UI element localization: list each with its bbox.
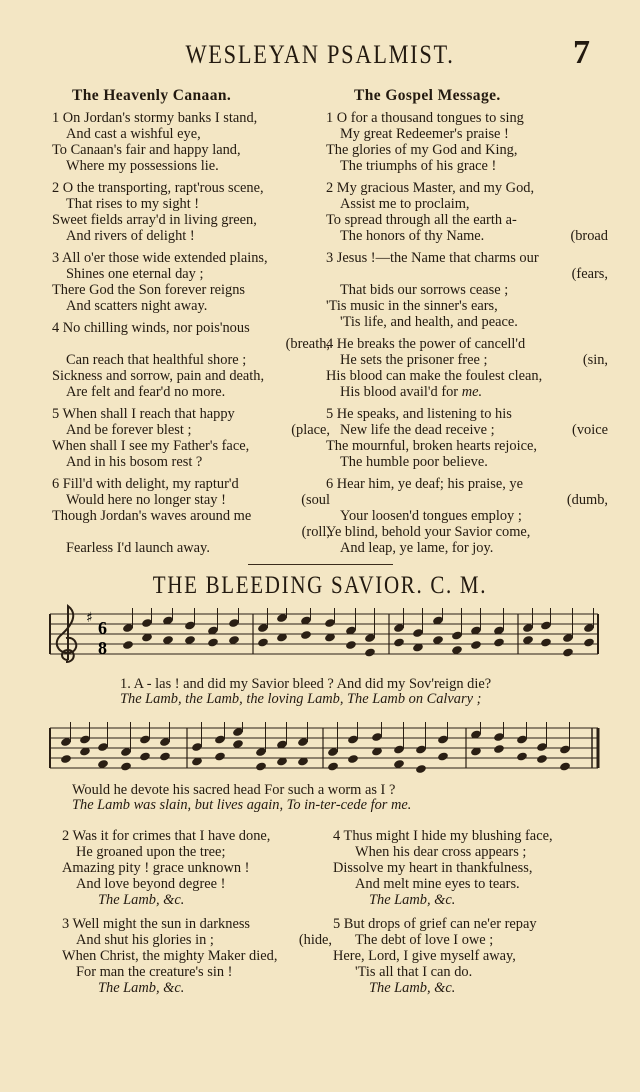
line-text: And in his bosom rest ?: [66, 454, 203, 470]
verse-line: [333, 932, 609, 948]
refrain-cue: [62, 892, 332, 908]
line-text: The debt of love I owe ;: [355, 932, 494, 948]
line-text: 2 O the transporting, rapt'rous scene,: [52, 180, 264, 196]
stanza-list: [52, 110, 330, 556]
line-text: 4 He breaks the power of cancell'd: [326, 336, 526, 352]
line-text: 2 Was it for crimes that I have done,: [62, 828, 271, 844]
line-text: Ye blind, behold your Savior come,: [326, 524, 531, 540]
hymn-title: The Heavenly Canaan.: [72, 87, 232, 104]
note-head: [415, 764, 427, 774]
stanza: [326, 250, 608, 330]
verse-line: [333, 860, 609, 876]
verse-line: [333, 916, 609, 932]
verse-line: [326, 314, 608, 330]
verse-line: [52, 142, 330, 158]
hymn-bleeding-savior-stanzas-right: [333, 828, 609, 1004]
line-text: Fearless I'd launch away.: [66, 540, 210, 556]
line-text: 6 Fill'd with delight, my raptur'd: [52, 476, 239, 492]
verse-line: [326, 336, 608, 352]
note-head: [300, 630, 312, 640]
verse-line: [326, 266, 608, 282]
line-text: When his dear cross appears ;: [355, 844, 527, 860]
stanza: [52, 110, 330, 174]
verse-line: [52, 384, 330, 400]
note-head: [493, 637, 505, 647]
verse-line: [52, 476, 330, 492]
note-head: [327, 761, 339, 771]
note-head: [493, 744, 505, 754]
note-head: [255, 761, 267, 771]
stanza: [52, 476, 330, 556]
running-title: WESLEYAN PSALMIST.: [185, 40, 455, 69]
verse-line: [326, 282, 608, 298]
stanza-list: [62, 828, 332, 996]
note-head: [562, 647, 574, 657]
verse-line: [52, 422, 330, 438]
verse-line: [62, 860, 332, 876]
note-head: [120, 761, 132, 771]
line-text: And leap, ye lame, for joy.: [340, 540, 494, 556]
verse-line: [52, 180, 330, 196]
stanza: [326, 336, 608, 400]
line-text: 2 My gracious Master, and my God,: [326, 180, 535, 196]
turnover-text: (sin,: [582, 352, 608, 368]
note-head: [470, 640, 482, 650]
hymn-title: The Gospel Message.: [354, 87, 501, 104]
time-signature-bottom: 8: [98, 638, 107, 658]
page-number: 7: [573, 34, 590, 71]
verse-line: [52, 492, 330, 508]
verse-line: [52, 298, 330, 314]
line-text: 5 When shall I reach that happy: [52, 406, 235, 422]
lyrics-verse-line-1: 1. A - las ! and did my Savior bleed ? And did my Sov'reign die?: [120, 676, 492, 692]
verse-line: [333, 844, 609, 860]
line-text: To Canaan's fair and happy land,: [52, 142, 241, 158]
verse-line: [326, 540, 608, 556]
line-text: His blood avail'd for: [340, 384, 462, 400]
verse-line: [333, 876, 609, 892]
turnover-text: (place,: [291, 422, 330, 438]
note-head: [60, 754, 72, 764]
hymn-gospel-message: [326, 88, 608, 562]
line-text: 'Tis all that I can do.: [355, 964, 473, 980]
line-text: The mournful, broken hearts rejoice,: [326, 438, 537, 454]
note-head: [437, 751, 449, 761]
line-text: Though Jordan's waves around me: [52, 508, 252, 524]
verse-line: [326, 228, 608, 244]
verse-line: [326, 180, 608, 196]
verse-line: [326, 476, 608, 492]
music-staff-1: [46, 604, 602, 666]
line-text: Would here no longer stay !: [66, 492, 226, 508]
verse-line: [326, 406, 608, 422]
verse-line: [62, 964, 332, 980]
line-text: 3 Well might the sun in darkness: [62, 916, 251, 932]
line-text: Assist me to proclaim,: [340, 196, 470, 212]
verse-line: [62, 876, 332, 892]
line-text: And melt mine eyes to tears.: [355, 876, 520, 892]
note-head: [345, 640, 357, 650]
verse-line: [52, 250, 330, 266]
line-text: To spread through all the earth a-: [326, 212, 517, 228]
line-text: The triumphs of his grace !: [340, 158, 497, 174]
stanza: [62, 828, 332, 908]
verse-line: [326, 196, 608, 212]
turnover-text: (hide,: [298, 932, 332, 948]
note-head: [364, 647, 376, 657]
time-signature-top: 6: [98, 618, 107, 638]
verse-line: [52, 266, 330, 282]
verse-line: [52, 336, 330, 352]
verse-line: [52, 110, 330, 126]
verse-line: [326, 110, 608, 126]
note-head: [516, 751, 528, 761]
line-text: That bids our sorrows cease ;: [340, 282, 509, 298]
line-text: The honors of thy Name.: [340, 228, 485, 244]
turnover-text: (dumb,: [566, 492, 608, 508]
verse-line: [326, 368, 608, 384]
verse-line: [326, 524, 608, 540]
verse-line: [333, 964, 609, 980]
note-head: [347, 754, 359, 764]
verse-line: [326, 454, 608, 470]
verse-line: [52, 540, 330, 556]
stanza: [62, 916, 332, 996]
verse-line: [333, 948, 609, 964]
line-text: 5 But drops of grief can ne'er repay: [333, 916, 537, 932]
verse-line: [326, 126, 608, 142]
turnover-text: (soul: [301, 492, 330, 508]
line-text: And shut his glories in ;: [76, 932, 214, 948]
verse-line: [62, 828, 332, 844]
stanza: [326, 476, 608, 556]
line-text: The Lamb, &c.: [98, 892, 185, 908]
line-text: The Lamb, &c.: [369, 892, 456, 908]
line-text: He groaned upon the tree;: [76, 844, 226, 860]
line-text: 6 Hear him, ye deaf; his praise, ye: [326, 476, 523, 492]
verse-line: [52, 196, 330, 212]
refrain-cue: [333, 980, 609, 996]
sharp-icon: ♯: [86, 610, 93, 626]
emphasis-text: me.: [461, 384, 483, 400]
line-text: And be forever blest ;: [66, 422, 192, 438]
turnover-text: (breath,: [285, 336, 330, 352]
line-text: 1 On Jordan's stormy banks I stand,: [52, 110, 258, 126]
line-text: Sweet fields array'd in living green,: [52, 212, 257, 228]
verse-line: [333, 828, 609, 844]
note-group: [122, 608, 595, 658]
verse-line: [52, 228, 330, 244]
verse-line: [52, 320, 330, 336]
line-text: Shines one eternal day ;: [66, 266, 204, 282]
verse-line: [52, 282, 330, 298]
line-text: The humble poor believe.: [340, 454, 488, 470]
line-text: And rivers of delight !: [66, 228, 195, 244]
verse-line: [326, 508, 608, 524]
stanza: [52, 250, 330, 314]
verse-line: [326, 298, 608, 314]
turnover-text: (voice: [572, 422, 608, 438]
note-head: [122, 640, 134, 650]
verse-line: [326, 250, 608, 266]
note-head: [583, 637, 595, 647]
stanza: [52, 180, 330, 244]
line-text: 3 Jesus !—the Name that charms our: [326, 250, 539, 266]
stanza-list: [333, 828, 609, 996]
verse-line: [52, 158, 330, 174]
line-text: 3 All o'er those wide extended plains,: [52, 250, 268, 266]
line-text: Here, Lord, I give myself away,: [333, 948, 516, 964]
verse-line: [52, 212, 330, 228]
note-head: [159, 751, 171, 761]
line-text: When Christ, the mighty Maker died,: [62, 948, 278, 964]
line-text: For man the creature's sin !: [76, 964, 233, 980]
verse-line: [52, 352, 330, 368]
verse-line: [326, 142, 608, 158]
stanza: [52, 406, 330, 470]
line-text: Amazing pity ! grace unknown !: [62, 860, 250, 876]
stanza: [52, 320, 330, 400]
verse-line: [326, 212, 608, 228]
verse-line: [62, 844, 332, 860]
verse-line: [52, 454, 330, 470]
verse-line: [326, 492, 608, 508]
hymn-heavenly-canaan: [52, 88, 330, 562]
lyrics-chorus-line-1: The Lamb, the Lamb, the loving Lamb, The Lamb on Calvary ;: [120, 691, 482, 707]
lyrics-verse-line-2: Would he devote his sacred head For such a worm as I ?: [72, 782, 396, 798]
line-text: When shall I see my Father's face,: [52, 438, 250, 454]
line-text: My great Redeemer's praise !: [340, 126, 509, 142]
line-text: And love beyond degree !: [76, 876, 226, 892]
verse-line: [62, 932, 332, 948]
line-text: There God the Son forever reigns: [52, 282, 246, 298]
music-staff-2: [46, 718, 602, 780]
hymn-bleeding-savior-stanzas-left: [62, 828, 332, 1004]
verse-line: [326, 384, 608, 400]
line-text: 'Tis music in the sinner's ears,: [326, 298, 498, 314]
note-head: [559, 761, 571, 771]
line-text: New life the dead receive ;: [340, 422, 495, 438]
line-text: Where my possessions lie.: [66, 158, 219, 174]
note-head: [536, 754, 548, 764]
verse-line: [326, 422, 608, 438]
line-text: His blood can make the foulest clean,: [326, 368, 543, 384]
turnover-text: (roll,: [301, 524, 330, 540]
stanza: [333, 916, 609, 996]
section-divider: [248, 564, 393, 565]
note-head: [207, 637, 219, 647]
verse-line: [326, 158, 608, 174]
line-text: The Lamb, &c.: [369, 980, 456, 996]
line-text: Can reach that healthful shore ;: [66, 352, 247, 368]
line-text: And cast a wishful eye,: [66, 126, 201, 142]
turnover-text: (fears,: [571, 266, 608, 282]
line-text: He sets the prisoner free ;: [340, 352, 488, 368]
line-text: Dissolve my heart in thankfulness,: [333, 860, 533, 876]
verse-line: [52, 508, 330, 524]
note-head: [393, 637, 405, 647]
line-text: 'Tis life, and health, and peace.: [340, 314, 518, 330]
refrain-cue: [62, 980, 332, 996]
verse-line: [52, 524, 330, 540]
verse-line: [52, 368, 330, 384]
line-text: 1 O for a thousand tongues to sing: [326, 110, 524, 126]
line-text: The glories of my God and King,: [326, 142, 518, 158]
stanza: [326, 110, 608, 174]
note-head: [540, 637, 552, 647]
line-text: 4 Thus might I hide my blushing face,: [333, 828, 553, 844]
line-text: That rises to my sight !: [66, 196, 200, 212]
line-text: Sickness and sorrow, pain and death,: [52, 368, 265, 384]
line-text: The Lamb, &c.: [98, 980, 185, 996]
verse-line: [52, 406, 330, 422]
tune-title: THE BLEEDING SAVIOR. C. M.: [152, 572, 488, 599]
note-head: [257, 637, 269, 647]
stanza: [333, 828, 609, 908]
line-text: And scatters night away.: [66, 298, 208, 314]
stanza: [326, 406, 608, 470]
verse-line: [52, 126, 330, 142]
turnover-text: (broad: [570, 228, 608, 244]
line-text: Are felt and fear'd no more.: [66, 384, 226, 400]
stanza-list: [326, 110, 608, 556]
note-head: [139, 751, 151, 761]
lyrics-chorus-line-2: The Lamb was slain, but lives again, To in-ter-cede for me.: [72, 797, 412, 813]
stanza: [326, 180, 608, 244]
line-text: Your loosen'd tongues employ ;: [340, 508, 522, 524]
refrain-cue: [333, 892, 609, 908]
line-text: 5 He speaks, and listening to his: [326, 406, 512, 422]
verse-line: [62, 948, 332, 964]
verse-line: [326, 352, 608, 368]
verse-line: [52, 438, 330, 454]
line-text: 4 No chilling winds, nor pois'nous: [52, 320, 250, 336]
note-head: [214, 751, 226, 761]
verse-line: [62, 916, 332, 932]
verse-line: [326, 438, 608, 454]
